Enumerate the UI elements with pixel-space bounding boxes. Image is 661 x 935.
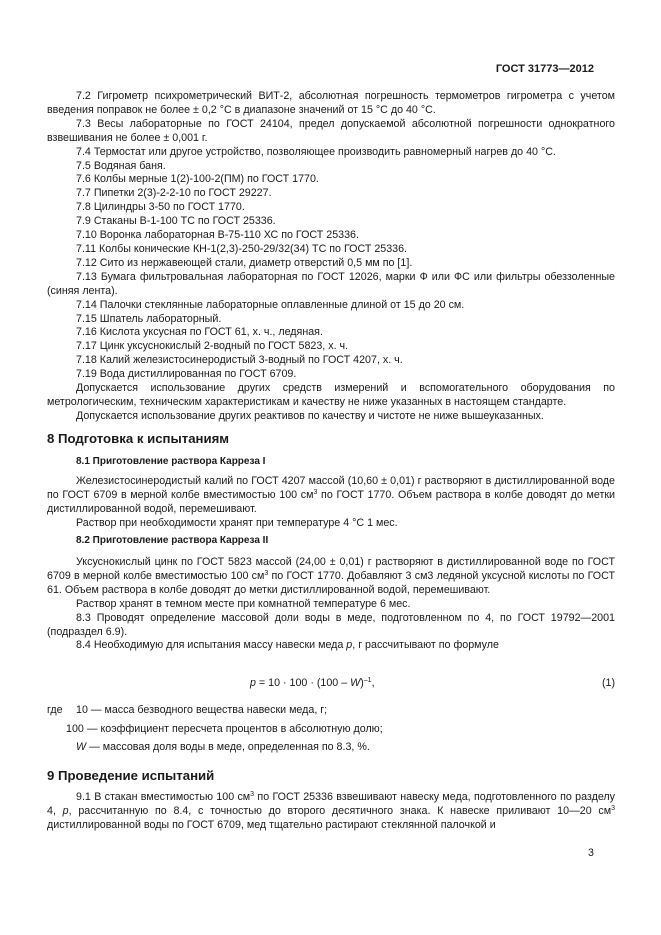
item-7-19: 7.19 Вода дистиллированная по ГОСТ 6709.: [76, 368, 297, 381]
item-7-7: 7.7 Пипетки 2(3)-2-2-10 по ГОСТ 29227.: [76, 187, 272, 200]
item-7-6: 7.6 Колбы мерные 1(2)-100-2(ПМ) по ГОСТ 1770.: [76, 173, 319, 186]
legend-row-2: 100 — коэффициент пересчета процентов в абсолютную долю;: [66, 722, 383, 735]
section7-list: [47, 90, 615, 424]
item-7-14: 7.14 Палочки стеклянные лабораторные оплавленные длиной от 15 до 20 см.: [76, 298, 465, 311]
paragraph-8-2-2: Раствор хранят в темном месте при комнатной температуре 6 мес.: [76, 597, 411, 610]
subsection-8-1-body: [47, 475, 615, 531]
paragraph-8-3: 8.3 Проводят определение массовой доли воды в меде, подготовленном по 4, по ГОСТ 19792—2001 (подраздел 6.9).: [47, 611, 615, 638]
subsection-8-2-body: [47, 556, 615, 653]
item-7-17: 7.17 Цинк уксуснокислый 2-водный по ГОСТ 5823, х. ч.: [76, 340, 349, 353]
subsection-8-2-title: 8.2 Приготовление раствора Карреза II: [76, 535, 269, 546]
item-7-4: 7.4 Термостат или другое устройство, позволяющее производить равномерный нагрев до 40 °С.: [76, 145, 556, 158]
item-7-18: 7.18 Калий железистосинеродистый 3-водный по ГОСТ 4207, х. ч.: [76, 354, 403, 367]
paragraph-9-1: 9.1 В стакан вместимостью 100 $см^3$ по ГОСТ 25336 взвешивают навеску меда, подготовленного по разделу 4, p, рассчитанную по 8.4, с точностью до второго десятичного знака. К навеске приливают 10—20 $см^3$ дистиллированной воды по ГОСТ 6709, мед тщательно растирают стеклянной палочкой и: [47, 791, 615, 831]
formula-legend: [47, 701, 615, 757]
paragraph-8-1-2: Раствор при необходимости хранят при температуре 4 °С 1 мес.: [76, 516, 398, 529]
item-7-2: 7.2 Гигрометр психрометрический ВИТ-2, абсолютная погрешность термометров гигрометра с учетом введения поправок не более ± 0,2 °С в диапазоне значений от 15 °С до 40 °С.: [47, 90, 615, 116]
item-7-12: 7.12 Сито из нержавеющей стали, диаметр отверстий 0,5 мм по [1].: [76, 256, 413, 269]
item-7-13: 7.13 Бумага фильтровальная лабораторная по ГОСТ 12026, марки Ф или ФС или фильтры обеззоленные (синяя лента).: [47, 270, 615, 297]
legend-row-3: W — массовая доля воды в меде, определенная по 8.3, %.: [76, 741, 370, 753]
note-reagents: Допускается использование других реактивов по качеству и чистоте не ниже вышеуказанных.: [76, 409, 544, 422]
item-7-9: 7.9 Стаканы В-1-100 ТС по ГОСТ 25336.: [76, 215, 276, 228]
item-7-10: 7.10 Воронка лабораторная В-75-110 ХС по ГОСТ 25336.: [76, 229, 359, 242]
document-header-id: ГОСТ 31773—2012: [495, 63, 594, 75]
paragraph-8-2-1: Уксуснокислый цинк по ГОСТ 5823 массой (24,00 ± 0,01) г растворяют в дистиллированной воде по ГОСТ 6709 в мерной колбе вместимостью 100 $см^3$ по ГОСТ 1770. Добавляют 3 см3 ледяной уксусной кислоты по ГОСТ 61. Объем раствора в колбе доводят до метки дистиллированной водой, перемешивают.: [47, 556, 615, 596]
section9-body: [47, 791, 615, 833]
paragraph-8-1-1: Железистосинеродистый калий по ГОСТ 4207 массой (10,60 ± 0,01) г растворяют в дистиллированной воде по ГОСТ 6709 в мерной колбе вместимостью 100 $см^3$ по ГОСТ 1770. Объем раствора в колбе доводят до метки дистиллированной водой, перемешивают.: [47, 475, 616, 515]
paragraph-8-4: 8.4 Необходимую для испытания массу навески меда p, г рассчитывают по формуле: [76, 639, 499, 652]
formula-expression: p = 10 · 100 · (100 – W)$^{-1}$,: [250, 677, 375, 689]
item-7-3: 7.3 Весы лабораторные по ГОСТ 24104, предел допускаемой абсолютной погрешности однократного взвешивания не более ± 0,001 г.: [47, 117, 615, 144]
page-number: 3: [588, 847, 594, 859]
item-7-8: 7.8 Цилиндры 3-50 по ГОСТ 1770.: [76, 201, 245, 214]
item-7-16: 7.16 Кислота уксусная по ГОСТ 61, х. ч., ледяная.: [76, 326, 323, 339]
item-7-15: 7.15 Шпатель лабораторный.: [76, 312, 222, 325]
item-7-11: 7.11 Колбы конические КН-1(2,3)-250-29/32(34) ТС по ГОСТ 25336.: [76, 242, 408, 255]
legend-row-1: где 10 — масса безводного вещества навески меда, г;: [47, 704, 328, 716]
formula-number: (1): [601, 677, 615, 689]
note-equipment: Допускается использование других средств измерений и вспомогательного оборудования по метрологическим, техническим характеристикам и качеству не ниже указанных в настоящем стандарте.: [47, 382, 615, 408]
subsection-8-1-title: 8.1 Приготовление раствора Карреза I: [76, 456, 266, 467]
section9-title: 9 Проведение испытаний: [47, 768, 215, 783]
item-7-5: 7.5 Водяная баня.: [76, 159, 166, 172]
section8-title: 8 Подготовка к испытаниям: [47, 431, 230, 446]
